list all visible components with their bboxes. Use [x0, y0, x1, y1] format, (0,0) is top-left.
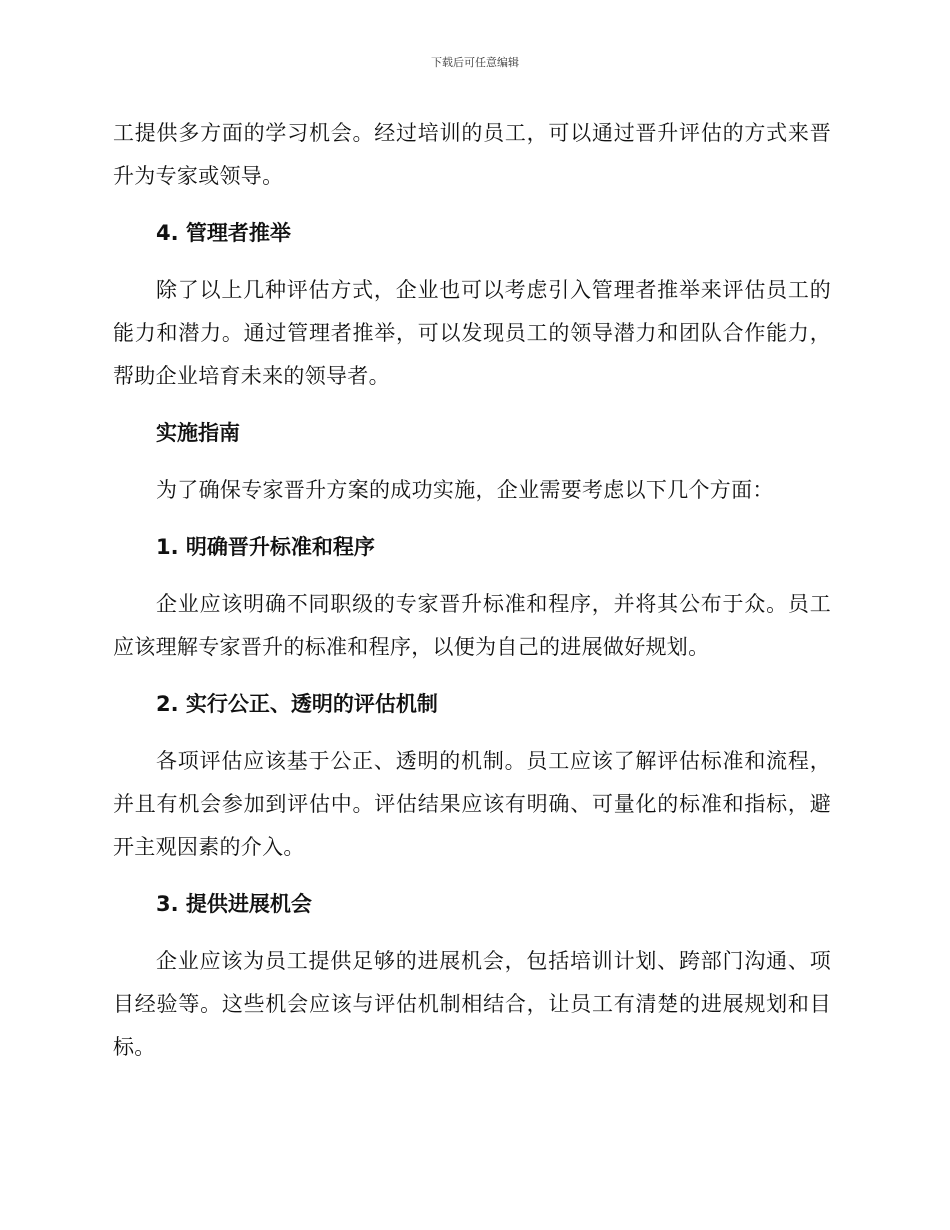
paragraph-training-continuation: 工提供多方面的学习机会。经过培训的员工，可以通过晋升评估的方式来晋升为专家或领导。 [113, 121, 831, 188]
paragraph-clear-standards: 企业应该明确不同职级的专家晋升标准和程序，并将其公布于众。员工应该理解专家晋升的标准和程序，以便为自己的进展做好规划。 [113, 592, 831, 659]
document-body [113, 112, 831, 1069]
paragraph-implementation-intro: 为了确保专家晋升方案的成功实施，企业需要考虑以下几个方面： [156, 478, 774, 502]
paragraph-development-opportunities: 企业应该为员工提供足够的进展机会，包括培训计划、跨部门沟通、项目经验等。这些机会应该与评估机制相结合，让员工有清楚的进展规划和目标。 [113, 949, 831, 1059]
heading-manager-recommendation: 4. 管理者推举 [156, 221, 291, 245]
paragraph-manager-recommendation: 除了以上几种评估方式，企业也可以考虑引入管理者推举来评估员工的能力和潜力。通过管理者推举，可以发现员工的领导潜力和团队合作能力，帮助企业培育未来的领导者。 [113, 278, 831, 388]
heading-development-opportunities: 3. 提供进展机会 [156, 892, 312, 916]
heading-fair-evaluation: 2. 实行公正、透明的评估机制 [156, 692, 438, 716]
heading-implementation-guide: 实施指南 [156, 421, 240, 445]
heading-clear-standards: 1. 明确晋升标准和程序 [156, 535, 375, 559]
paragraph-fair-evaluation: 各项评估应该基于公正、透明的机制。员工应该了解评估标准和流程，并且有机会参加到评估中。评估结果应该有明确、可量化的标准和指标，避开主观因素的介入。 [113, 749, 831, 859]
header-note: 下载后可任意编辑 [431, 56, 519, 69]
